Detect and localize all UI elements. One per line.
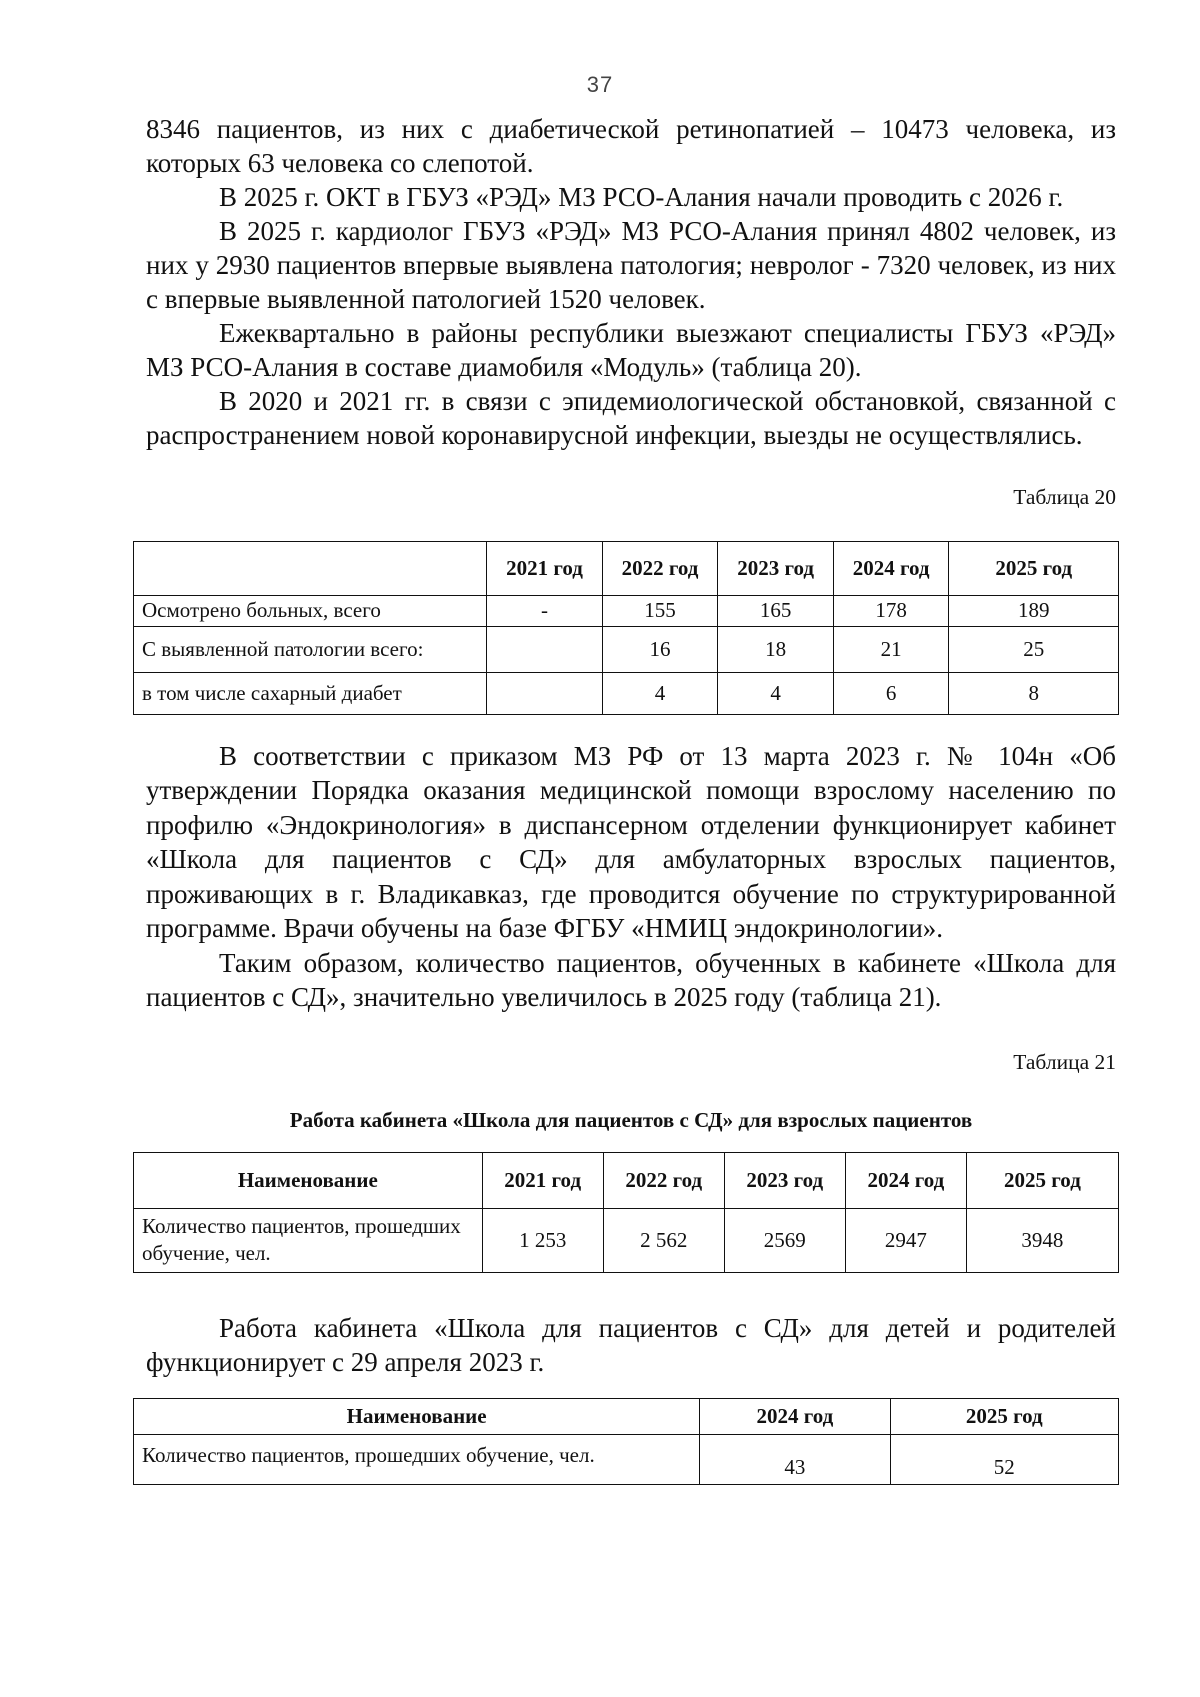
table-cell: 2569 <box>724 1208 845 1272</box>
paragraph-diamobile: Ежеквартально в районы республики выезжают специалисты ГБУЗ «РЭД» МЗ РСО-Алания в составе диамобиля «Модуль» (таблица 20). <box>146 318 1116 382</box>
paragraph-patients-increase: Таким образом, количество пациентов, обученных в кабинете «Школа для пациентов с СД», значительно увеличилось в 2025 году (таблица 21). <box>146 947 1116 1012</box>
table-row <box>134 626 1119 672</box>
document-body <box>142 112 1116 1485</box>
table-cell: 4 <box>718 672 834 714</box>
table-header-cell: Наименование <box>134 1398 700 1434</box>
table-cell: 1 253 <box>482 1208 603 1272</box>
table-row <box>134 1434 1119 1484</box>
table-header-row <box>134 541 1119 595</box>
table-21-caption: Таблица 21 <box>1013 1049 1116 1074</box>
table-header-cell: 2024 год <box>700 1398 890 1434</box>
table-header-cell: 2022 год <box>602 541 718 595</box>
table-header-cell: 2023 год <box>718 541 834 595</box>
table-header-cell: 2022 год <box>603 1152 724 1208</box>
table-header-cell: 2025 год <box>890 1398 1118 1434</box>
table-cell: 178 <box>833 595 949 626</box>
table-20 <box>133 541 1119 715</box>
table-header-cell: 2024 год <box>845 1152 966 1208</box>
table-cell: Количество пациентов, прошедших обучение, чел. <box>134 1208 483 1272</box>
table-header-cell: 2025 год <box>949 541 1119 595</box>
table-cell <box>487 626 603 672</box>
table-header-cell: Наименование <box>134 1152 483 1208</box>
table-cell: 6 <box>833 672 949 714</box>
table-row <box>134 1208 1119 1272</box>
table-cell: 18 <box>718 626 834 672</box>
page-number: 37 <box>586 72 614 97</box>
table-cell: 4 <box>602 672 718 714</box>
table-header-cell <box>134 541 487 595</box>
table-cell: 165 <box>718 595 834 626</box>
table-header-row <box>134 1398 1119 1434</box>
table-header-cell: 2021 год <box>482 1152 603 1208</box>
table-cell: Осмотрено больных, всего <box>134 595 487 626</box>
table-cell: 21 <box>833 626 949 672</box>
table-20-caption: Таблица 20 <box>1013 485 1116 509</box>
table-row <box>134 672 1119 714</box>
table-cell <box>487 672 603 714</box>
table-cell: 2947 <box>845 1208 966 1272</box>
table-header-cell: 2025 год <box>966 1152 1118 1208</box>
paragraph-okt: В 2025 г. ОКТ в ГБУЗ «РЭД» МЗ РСО-Алания начали проводить с 2026 г. <box>219 182 1064 212</box>
paragraph-children-school: Работа кабинета «Школа для пациентов с СД» для детей и родителей функционирует с 29 апреля 2023 г. <box>146 1312 1116 1377</box>
table-cell: 2 562 <box>603 1208 724 1272</box>
table-cell: С выявленной патологии всего: <box>134 626 487 672</box>
table-21 <box>133 1152 1119 1273</box>
paragraph-retinopathy: 8346 пациентов, из них с диабетической ретинопатией – 10473 человека, из которых 63 человека со слепотой. <box>146 114 1116 178</box>
table-cell: 3948 <box>966 1208 1118 1272</box>
paragraph-epidemic: В 2020 и 2021 гг. в связи с эпидемиологической обстановкой, связанной с распространением новой коронавирусной инфекции, выезды не осуществлялись. <box>146 386 1116 450</box>
table-children-school <box>133 1398 1119 1485</box>
table-header-cell: 2023 год <box>724 1152 845 1208</box>
paragraph-order-104n: В соответствии с приказом МЗ РФ от 13 марта 2023 г. № 104н «Об утверждении Порядка оказания медицинской помощи взрослому населению по профилю «Эндокринология» в диспансерном отделении функционирует кабинет «Школа для пациентов с СД» для амбулаторных взрослых пациентов, проживающих в г. Владикавказ, где проводится обучение по структурированной программе. Врачи обучены на базе ФГБУ «НМИЦ эндокринологии». <box>146 740 1116 943</box>
table-cell: 8 <box>949 672 1119 714</box>
table-cell: 52 <box>890 1434 1118 1484</box>
table-cell: Количество пациентов, прошедших обучение, чел. <box>134 1434 700 1484</box>
table-cell: 43 <box>700 1434 890 1484</box>
table-cell: - <box>487 595 603 626</box>
paragraph-cardiologist: В 2025 г. кардиолог ГБУЗ «РЭД» МЗ РСО-Алания принял 4802 человек, из них у 2930 пациентов впервые выявлена патология; невролог - 7320 человек, из них с впервые выявленной патологией 1520 человек. <box>146 216 1116 314</box>
table-header-cell: 2021 год <box>487 541 603 595</box>
table-header-row <box>134 1152 1119 1208</box>
table-cell: 25 <box>949 626 1119 672</box>
table-cell: 189 <box>949 595 1119 626</box>
table-21-title: Работа кабинета «Школа для пациентов с СД» для взрослых пациентов <box>289 1108 973 1132</box>
table-cell: 155 <box>602 595 718 626</box>
table-header-cell: 2024 год <box>833 541 949 595</box>
table-cell: в том числе сахарный диабет <box>134 672 487 714</box>
table-row <box>134 595 1119 626</box>
table-cell: 16 <box>602 626 718 672</box>
